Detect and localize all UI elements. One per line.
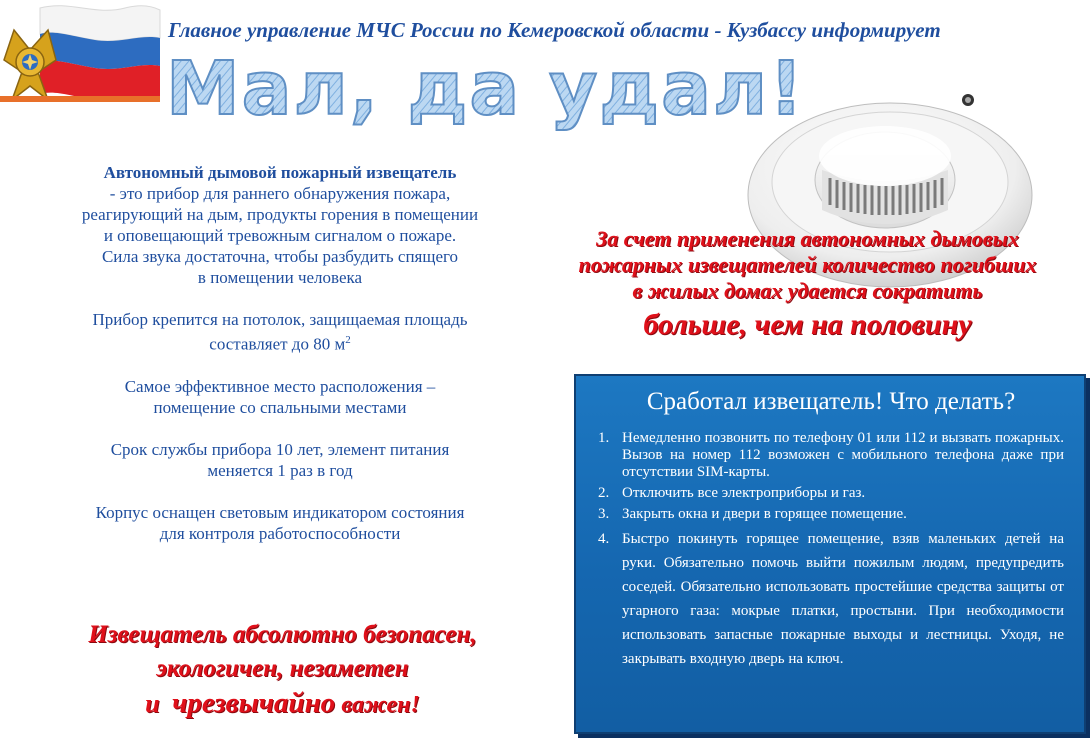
page-title — [160, 46, 805, 132]
intro-line: в помещении человека — [197, 268, 363, 287]
actions-list — [586, 430, 1064, 671]
actions-title: Сработал извещатель! Что делать? — [646, 388, 1016, 415]
list-item: 1. Немедленно позвонить по телефону 01 или 112 и вызвать пожарных. Вызов на номер 112 возможен с мобильного телефона даже при отсутствии SIM-карты. — [598, 430, 1064, 480]
list-item: 2. Отключить все электроприборы и газ. — [598, 485, 866, 501]
intro-line: Сила звука достаточна, чтобы разбудить спящего — [101, 247, 459, 266]
safety-note: Извещатель абсолютно безопасен, экологичен, незаметен и чрезвычайно важен! — [88, 621, 477, 719]
statistic-emphasis: больше, чем на половину — [643, 308, 972, 341]
intro-line: и оповещающий тревожным сигналом о пожаре. — [103, 226, 457, 245]
fact-placement: Самое эффективное место расположения – помещение со спальными местами — [124, 376, 436, 417]
intro-section — [40, 162, 520, 544]
intro-term: Автономный дымовой пожарный извещатель — [103, 163, 457, 182]
list-item: 4. Быстро покинуть горящее помещение, взяв маленьких детей на руки. Обязательно помочь выйти пожилым людям, предупредить соседей. Обязательно использовать простейшие средства защиты от угарного газа: мокрые платки, простыни. При необходимости использовать запасные пожарные выходы и лестницы. Уходя, не закрывать входную дверь на ключ. — [598, 531, 1064, 667]
fact-lifetime: Срок службы прибора 10 лет, элемент питания меняется 1 раз в год — [110, 439, 450, 480]
statistic-note: За счет применения автономных дымовых пожарных извещателей количество погибших в жилых домах удается сократить больше, чем на половину — [525, 226, 1090, 344]
fact-mount: Прибор крепится на потолок, защищаемая площадь составляет до 80 $м^2$ — [92, 310, 468, 354]
fact-indicator: Корпус оснащен световым индикатором состояния для контроля работоспособности — [95, 502, 465, 543]
intro-line: реагирующий на дым, продукты горения в помещении — [81, 205, 479, 224]
intro-line: - это прибор для раннего обнаружения пожара, — [109, 184, 451, 203]
mchs-emblem-with-flag-icon — [0, 0, 160, 110]
organization-header: Главное управление МЧС России по Кемеровской области - Кузбассу информирует — [168, 18, 941, 42]
list-item: 3. Закрыть окна и двери в горящее помещение. — [598, 506, 907, 522]
actions-panel — [574, 374, 1086, 734]
page-title-text: Мал, да удал! — [166, 46, 805, 132]
